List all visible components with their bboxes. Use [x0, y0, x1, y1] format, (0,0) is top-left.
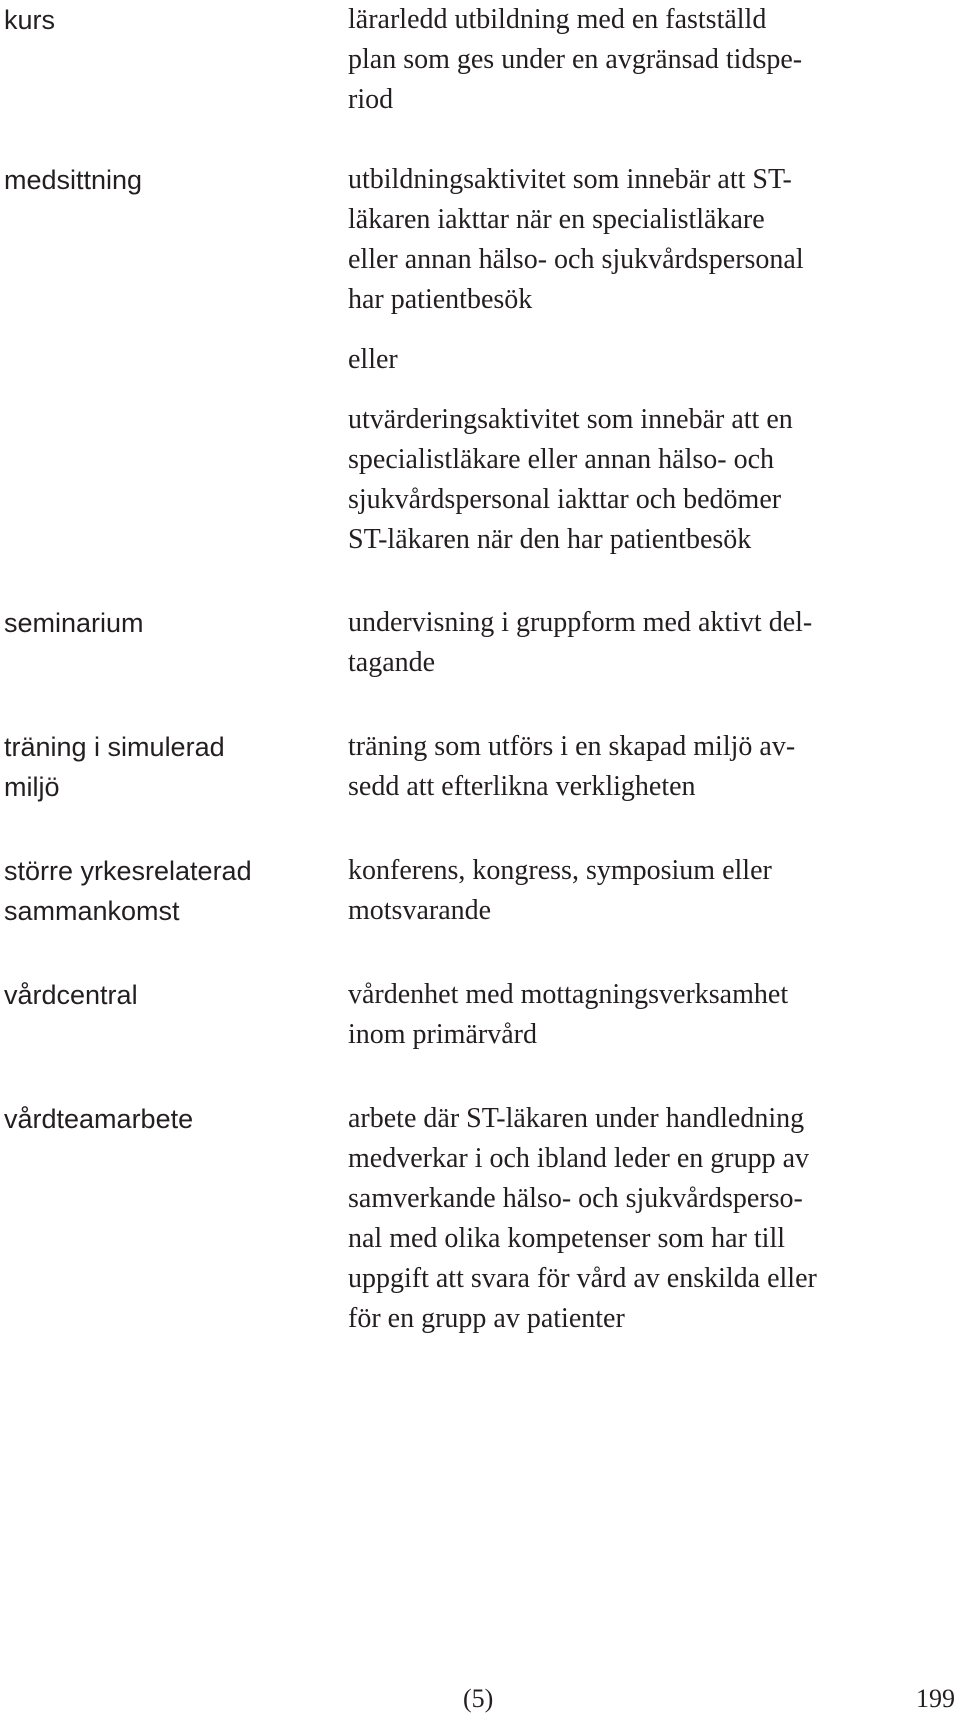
definition-line: nal med olika kompetenser som har till	[348, 1223, 786, 1254]
definition-line: inom primärvård	[348, 1019, 537, 1050]
term-traning-i-simulerad-miljo: träning i simulerad	[4, 732, 225, 762]
definition-line: specialistläkare eller annan hälso- och	[348, 444, 775, 475]
definition-line: riod	[348, 84, 394, 115]
definition-line: för en grupp av patienter	[348, 1303, 625, 1334]
term-traning-i-simulerad-miljo: miljö	[4, 772, 60, 802]
definition-line: sjukvårdspersonal iakttar och bedömer	[348, 484, 782, 515]
definition-connector: eller	[348, 344, 398, 375]
definition-line: utbildningsaktivitet som innebär att ST-	[348, 164, 792, 195]
definition-line: ST-läkaren när den har patientbesök	[348, 524, 752, 555]
definition-line: undervisning i gruppform med aktivt del-	[348, 607, 813, 638]
term-storre-yrkesrelaterad-sammankomst: större yrkesrelaterad	[4, 856, 252, 886]
definition-line: läkaren iakttar när en specialistläkare	[348, 204, 765, 235]
definition-line: medverkar i och ibland leder en grupp av	[348, 1143, 810, 1174]
definition-line: motsvarande	[348, 895, 492, 926]
term-storre-yrkesrelaterad-sammankomst: sammankomst	[4, 896, 180, 926]
term-vardcentral: vårdcentral	[4, 980, 138, 1010]
page-number: 199	[916, 1684, 955, 1713]
definition-line: har patientbesök	[348, 284, 533, 315]
definition-line: lärarledd utbildning med en fastställd	[348, 4, 767, 35]
definition-line: tagande	[348, 647, 436, 678]
definition-line: sedd att efterlikna verkligheten	[348, 771, 696, 802]
definition-line: samverkande hälso- och sjukvårdsperso-	[348, 1183, 803, 1214]
term-kurs: kurs	[4, 5, 56, 35]
definition-line: uppgift att svara för vård av enskilda eller	[348, 1263, 817, 1294]
term-vardteamarbete: vårdteamarbete	[4, 1104, 194, 1134]
definition-line: vårdenhet med mottagningsverksamhet	[348, 979, 789, 1010]
definition-line: arbete där ST-läkaren under handledning	[348, 1103, 805, 1134]
section-number: (5)	[463, 1684, 494, 1713]
definition-line: konferens, kongress, symposium eller	[348, 855, 772, 886]
definition-line: träning som utförs i en skapad miljö av-	[348, 731, 796, 762]
term-seminarium: seminarium	[4, 608, 144, 638]
definition-line: eller annan hälso- och sjukvårdspersonal	[348, 244, 804, 275]
definition-line: plan som ges under en avgränsad tidspe-	[348, 44, 803, 75]
definition-line: utvärderingsaktivitet som innebär att en	[348, 404, 793, 435]
term-medsittning: medsittning	[4, 165, 143, 195]
